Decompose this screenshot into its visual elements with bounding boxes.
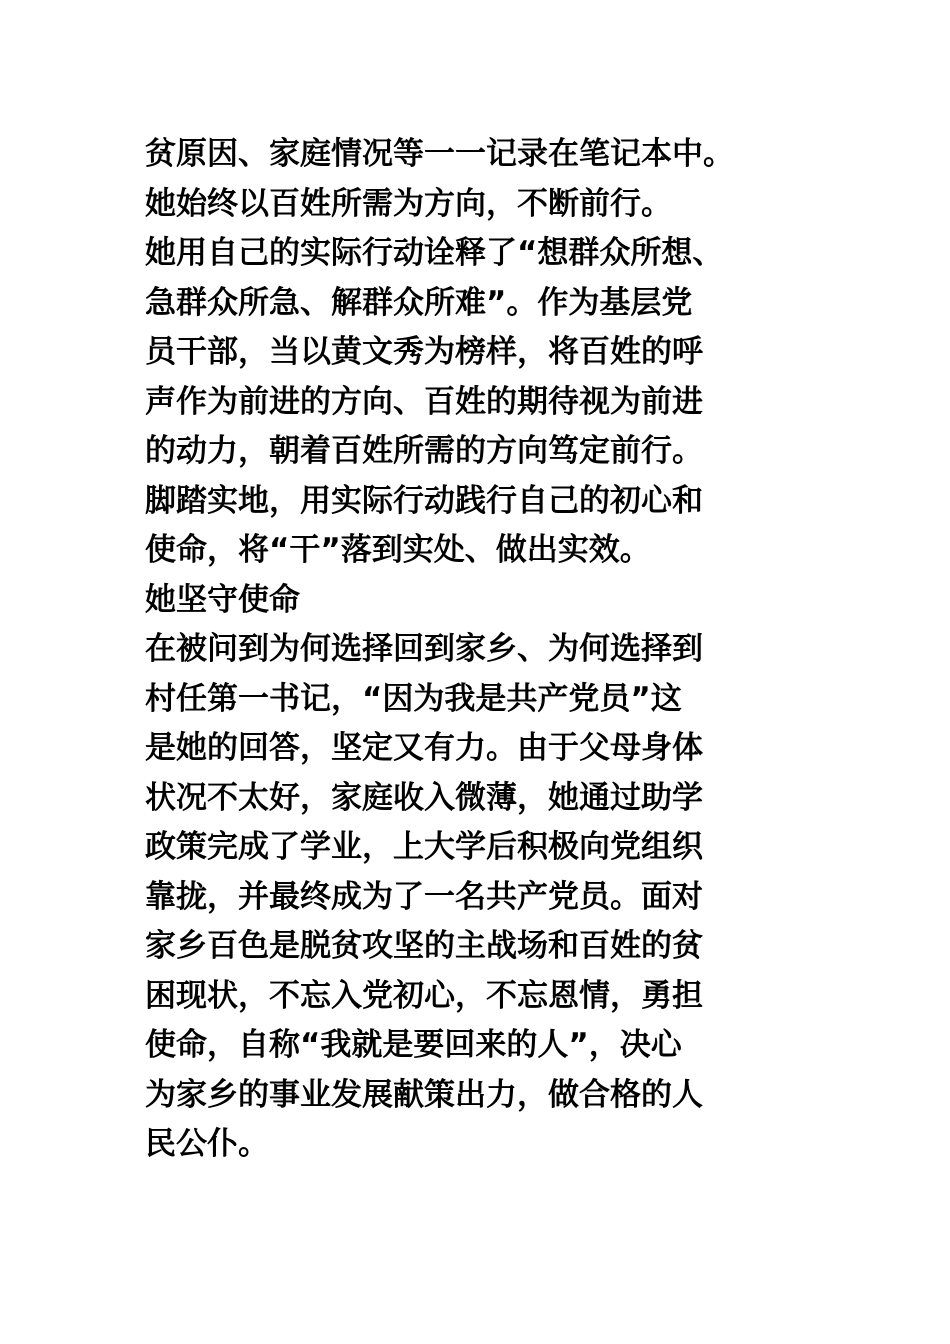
text-line: 靠拢，并最终成为了一名共产党员。面对 [145, 878, 703, 915]
text-line: 是她的回答，坚定又有力。由于父母身体 [145, 730, 703, 766]
body-text [145, 130, 825, 1170]
text-line: 的动力，朝着百姓所需的方向笃定前行。 [145, 433, 703, 469]
text-line: 员干部，当以黄文秀为榜样，将百姓的呼 [145, 334, 703, 370]
text-line: 声作为前进的方向、百姓的期待视为前进 [145, 383, 703, 420]
text-line: 脚踏实地，用实际行动践行自己的初心和 [145, 482, 703, 519]
text-line: 在被问到为何选择回到家乡、为何选择到 [145, 631, 703, 667]
text-line: 状况不太好，家庭收入微薄，她通过助学 [145, 779, 703, 816]
text-line: 她用自己的实际行动诠释了“想群众所想、 [145, 235, 724, 271]
text-line: 她始终以百姓所需为方向，不断前行。 [145, 185, 672, 222]
text-line: 贫原因、家庭情况等一一记录在笔记本中。 [145, 136, 734, 172]
text-line: 为家乡的事业发展献策出力，做合格的人 [145, 1076, 703, 1113]
text-line: 急群众所急、解群众所难”。作为基层党 [145, 284, 693, 321]
text-line: 民公仆。 [145, 1126, 269, 1162]
text-line: 使命，将“干”落到实处、做出实效。 [145, 532, 651, 568]
section-heading: 她坚守使命 [145, 581, 300, 618]
text-line: 村任第一书记，“因为我是共产党员”这 [145, 680, 682, 717]
text-line: 家乡百色是脱贫攻坚的主战场和百姓的贫 [145, 928, 703, 964]
text-line: 政策完成了学业，上大学后积极向党组织 [145, 829, 703, 865]
text-line: 困现状，不忘入党初心，不忘恩情，勇担 [145, 977, 703, 1014]
text-line: 使命，自称“我就是要回来的人”，决心 [145, 1027, 682, 1063]
